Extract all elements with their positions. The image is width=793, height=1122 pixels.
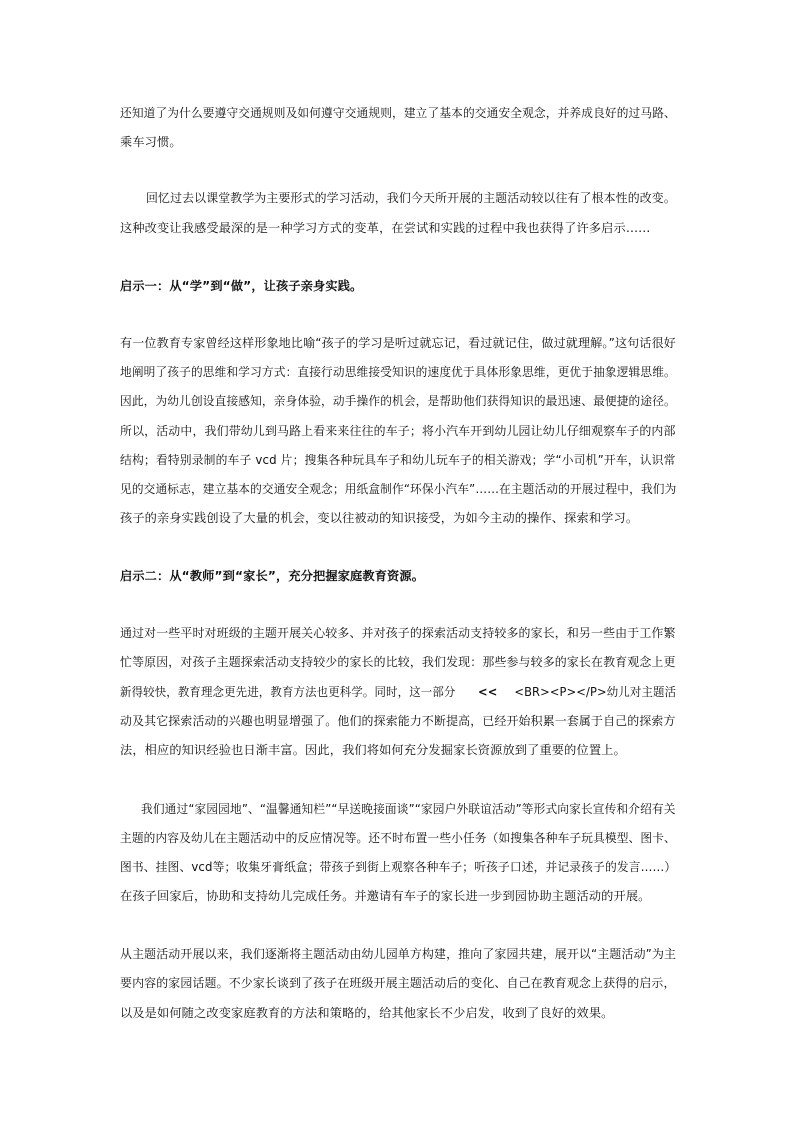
paragraph-line: 要内容的家园话题。不少家长谈到了孩子在班级开展主题活动后的变化、自己在教育观念上获得的启示， (120, 976, 676, 990)
paragraph-line: 回忆过去以课堂教学为主要形式的学习活动，我们今天所开展的主题活动较以往有了根本性的改变。 (146, 191, 676, 205)
paragraph-line: 主题的内容及幼儿在主题活动中的反应情况等。还不时布置一些小任务（如搜集各种车子玩具模型、图卡、 (120, 831, 676, 845)
paragraph-line: 有一位教育专家曾经这样形象地比喻“孩子的学习是听过就忘记，看过就记住，做过就理解。”这句话很好 (120, 336, 677, 350)
paragraph-line: 所以，活动中，我们带幼儿到马路上看来来往往的车子；将小汽车开到幼儿园让幼儿仔细观察车子的内部 (120, 424, 676, 438)
paragraph-line: 见的交通标志，建立基本的交通安全观念；用纸盒制作“环保小汽车”……在主题活动的开展过程中，我们为 (120, 482, 677, 496)
paragraph-line: 我们通过“家园园地”、“温馨通知栏”“早送晚接面谈”“家园户外联谊活动”等形式向家长宣传和介绍有关 (141, 802, 676, 816)
paragraph-line: 动及其它探索活动的兴趣也明显增强了。他们的探索能力不断提高，已经开始积累一套属于自己的探索方 (120, 714, 676, 728)
paragraph-line-tail: 幼儿对主题活 (606, 685, 677, 699)
paragraph-line-text: 新得较快，教育理念更先进，教育方法也更科学。同时，这一部分 (120, 685, 456, 699)
paragraph-line: 乘车习惯。 (120, 135, 182, 149)
paragraph-line: 从主题活动开展以来，我们逐渐将主题活动由幼儿园单方构建，推向了家园共建，展开以“主题活动”为主 (120, 947, 677, 961)
paragraph-line: 以及是如何随之改变家庭教育的方法和策略的，给其他家长不少启发，收到了良好的效果。 (120, 1006, 614, 1020)
paragraph-line: 忙等原因，对孩子主题探索活动支持较少的家长的比较，我们发现：那些参与较多的家长在教育观念上更 (120, 655, 676, 669)
guillemet-glyph: << (478, 685, 498, 699)
paragraph-line: 法，相应的知识经验也日渐丰富。因此，我们将如何充分发掘家长资源放到了重要的位置上。 (120, 743, 626, 757)
paragraph-line: 结构；看特别录制的车子 vcd 片；搜集各种玩具车子和幼儿玩车子的相关游戏；学“小司机”开车，认识常 (120, 453, 676, 467)
paragraph-line: 通过对一些平时对班级的主题开展关心较多、并对孩子的探索活动支持较多的家长，和另一些由于工作繁 (120, 626, 676, 640)
markup-tags-text: <BR><P></P> (514, 685, 607, 699)
section-heading: 启示一：从“学”到“做”，让孩子亲身实践。 (120, 279, 363, 293)
paragraph-line: 在孩子回家后，协助和支持幼儿完成任务。并邀请有车子的家长进一步到园协助主题活动的开展。 (120, 889, 651, 903)
paragraph-line: 孩子的亲身实践创设了大量的机会，变以往被动的知识接受，为如今主动的操作、探索和学习。 (120, 511, 639, 525)
section-heading: 启示二：从“教师”到“家长”，充分把握家庭教育资源。 (120, 569, 425, 583)
paragraph-line: 还知道了为什么要遵守交通规则及如何遵守交通规则，建立了基本的交通安全观念，并养成良好的过马路、 (120, 106, 676, 120)
paragraph-line (120, 684, 676, 700)
paragraph-line: 这种改变让我感受最深的是一种学习方式的变革，在尝试和实践的过程中我也获得了许多启示…… (120, 221, 651, 235)
paragraph-line: 地阐明了孩子的思维和学习方式：直接行动思维接受知识的速度优于具体形象思维，更优于抽象逻辑思维。 (120, 365, 676, 379)
paragraph-line: 图书、挂图、vcd等；收集牙膏纸盒；带孩子到街上观察各种车子；听孩子口述，并记录孩子的发言……） (120, 860, 677, 874)
paragraph-line: 因此，为幼儿创设直接感知，亲身体验，动手操作的机会，是帮助他们获得知识的最迅速、最便捷的途径。 (120, 394, 676, 408)
